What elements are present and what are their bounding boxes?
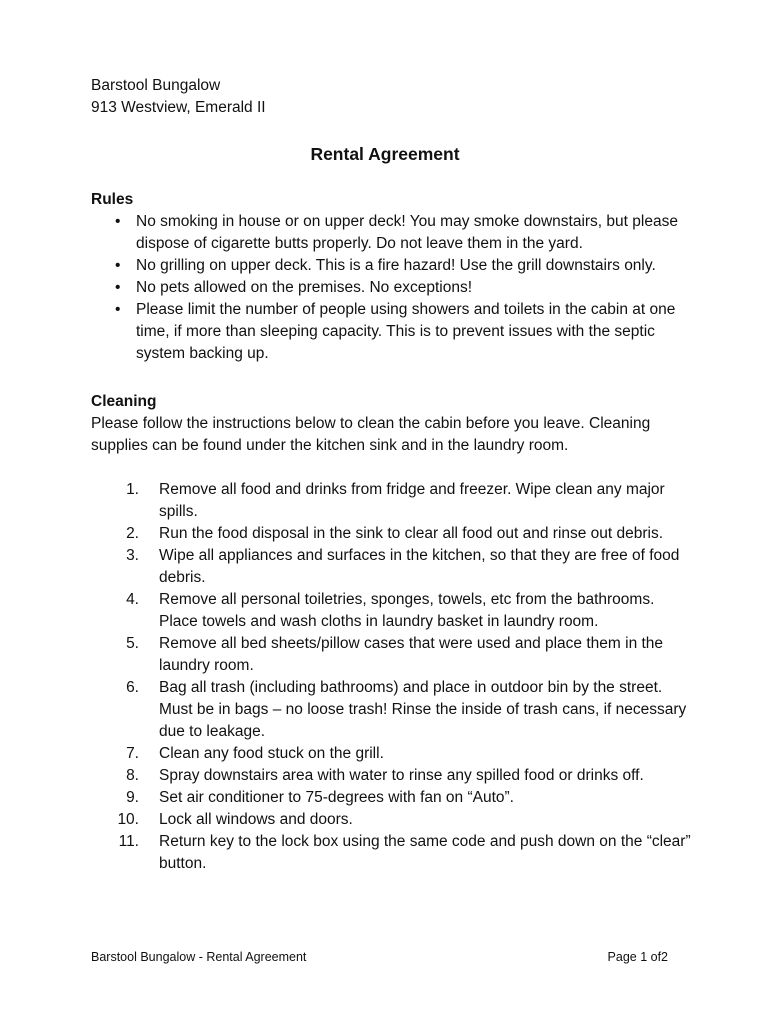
step-number: 3.: [126, 547, 139, 564]
step-text: Set air conditioner to 75-degrees with fan on “Auto”.: [159, 789, 514, 806]
step-number: 11.: [118, 833, 139, 850]
cleaning-step: [91, 589, 691, 633]
step-number: 9.: [126, 789, 139, 806]
document-title: Rental Agreement: [310, 144, 460, 164]
step-number: 1.: [126, 481, 139, 498]
step-text: Lock all windows and doors.: [159, 811, 353, 828]
cleaning-step: [91, 479, 691, 523]
bullet-icon: •: [115, 279, 121, 296]
bullet-icon: •: [115, 213, 121, 230]
cleaning-step: [91, 787, 691, 809]
step-text: Run the food disposal in the sink to clear all food out and rinse out debris.: [159, 525, 664, 542]
step-text: Spray downstairs area with water to rinse any spilled food or drinks off.: [159, 767, 644, 784]
cleaning-step: [91, 831, 691, 875]
rules-item-text: No pets allowed on the premises. No exceptions!: [136, 279, 473, 296]
step-number: 4.: [126, 591, 139, 608]
step-text: Remove all personal toiletries, sponges, towels, etc from the bathrooms. Place towels and wash cloths in laundry basket in laundry room.: [159, 591, 655, 630]
address-line-2: 913 Westview, Emerald II: [91, 99, 266, 116]
step-number: 7.: [126, 745, 139, 762]
step-text: Wipe all appliances and surfaces in the kitchen, so that they are free of food debris.: [159, 547, 680, 586]
cleaning-heading: Cleaning: [91, 393, 157, 410]
footer-page-number: Page 1 of2: [607, 950, 668, 964]
step-number: 8.: [126, 767, 139, 784]
rules-item-text: Please limit the number of people using showers and toilets in the cabin at one time, if more than sleeping capacity. This is to prevent issues with the septic system backing up.: [136, 301, 676, 362]
step-text: Remove all food and drinks from fridge and freezer. Wipe clean any major spills.: [159, 481, 665, 520]
cleaning-step: [91, 545, 691, 589]
rules-item: [91, 211, 691, 255]
cleaning-step: [91, 743, 691, 765]
step-text: Bag all trash (including bathrooms) and place in outdoor bin by the street. Must be in bags – no loose trash! Rinse the inside of trash cans, if necessary due to leakage.: [159, 679, 687, 740]
bullet-icon: •: [115, 301, 121, 318]
rules-item: [91, 299, 691, 365]
step-text: Clean any food stuck on the grill.: [159, 745, 384, 762]
step-text: Return key to the lock box using the same code and push down on the “clear” button.: [159, 833, 691, 872]
bullet-icon: •: [115, 257, 121, 274]
rules-item: [91, 277, 691, 299]
cleaning-step: [91, 809, 691, 831]
cleaning-step: [91, 633, 691, 677]
cleaning-intro: Please follow the instructions below to clean the cabin before you leave. Cleaning supplies can be found under the kitchen sink and in the laundry room.: [91, 415, 651, 454]
rules-item: [91, 255, 691, 277]
rules-list: [91, 211, 691, 365]
cleaning-step: [91, 677, 691, 743]
cleaning-step: [91, 523, 691, 545]
rules-item-text: No smoking in house or on upper deck! You may smoke downstairs, but please dispose of cigarette butts properly. Do not leave them in the yard.: [136, 213, 678, 252]
address-block: [91, 75, 266, 119]
cleaning-step: [91, 765, 691, 787]
address-line-1: Barstool Bungalow: [91, 77, 221, 94]
step-number: 5.: [126, 635, 139, 652]
step-text: Remove all bed sheets/pillow cases that were used and place them in the laundry room.: [159, 635, 664, 674]
rules-item-text: No grilling on upper deck. This is a fire hazard! Use the grill downstairs only.: [136, 257, 656, 274]
step-number: 2.: [126, 525, 139, 542]
step-number: 10.: [117, 811, 139, 828]
cleaning-steps-list: [91, 479, 691, 875]
rules-heading: Rules: [91, 191, 134, 208]
footer-document-name: Barstool Bungalow - Rental Agreement: [91, 950, 307, 964]
step-number: 6.: [126, 679, 139, 696]
